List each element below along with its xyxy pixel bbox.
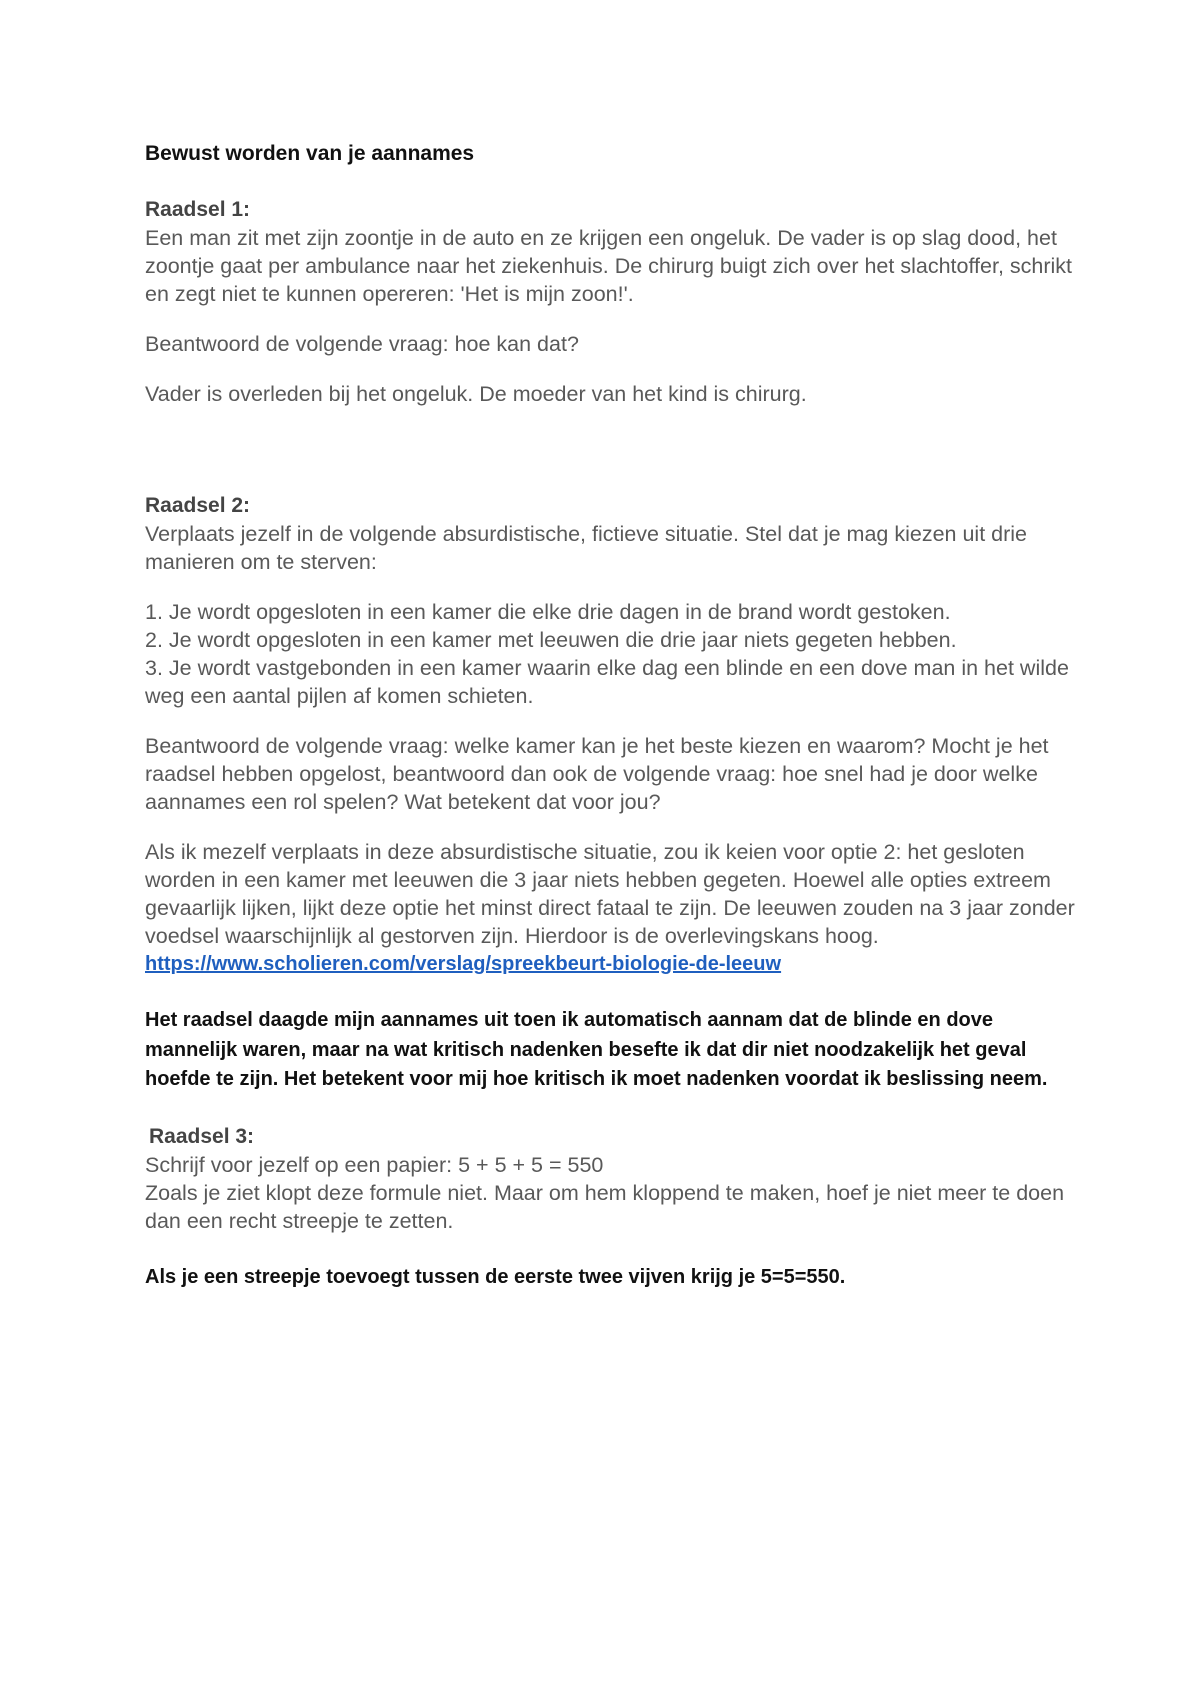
option-item: 2. Je wordt opgesloten in een kamer met leeuwen die drie jaar niets gegeten hebben. — [145, 628, 957, 652]
riddle-1-question: Beantwoord de volgende vraag: hoe kan dat? — [145, 332, 579, 356]
document-title: Bewust worden van je aannames — [145, 142, 475, 165]
riddle-1-section — [145, 196, 1075, 408]
document-body — [145, 140, 1075, 1292]
option-item: 3. Je wordt vastgebonden in een kamer waarin elke dag een blinde en een dove man in het wilde weg een aantal pijlen af komen schieten. — [145, 656, 1069, 708]
riddle-2-intro: Verplaats jezelf in de volgende absurdistische, fictieve situatie. Stel dat je mag kiezen uit drie manieren om te sterven: — [145, 522, 1027, 574]
riddle-1-story: Een man zit met zijn zoontje in de auto en ze krijgen een ongeluk. De vader is op slag dood, het zoontje gaat per ambulance naar het ziekenhuis. De chirurg buigt zich over het slachtoffer, schrikt en zegt niet te kunnen opereren: 'Het is mijn zoon!'. — [145, 226, 1073, 306]
riddle-3-line-2: Zoals je ziet klopt deze formule niet. Maar om hem kloppend te maken, hoef je niet meer te doen dan een recht streepje te zetten. — [145, 1180, 1065, 1233]
riddle-2-question: Beantwoord de volgende vraag: welke kamer kan je het beste kiezen en waarom? Mocht je het raadsel hebben opgelost, beantwoord dan ook de volgende vraag: hoe snel had je door welke aannames een rol spelen? Wat betekent dat voor jou? — [145, 734, 1049, 814]
source-link[interactable]: https://www.scholieren.com/verslag/spreekbeurt-biologie-de-leeuw — [145, 953, 782, 975]
option-item: 1. Je wordt opgesloten in een kamer die elke drie dagen in de brand wordt gestoken. — [145, 600, 951, 624]
riddle-2-answer: Als ik mezelf verplaats in deze absurdistische situatie, zou ik keien voor optie 2: het gesloten worden in een kamer met leeuwen die 3 jaar niets hebben gegeten. Hoewel alle opties extreem gevaarlijk lijken, lijkt deze optie het minst direct fataal te zijn. De leeuwen zouden na 3 jaar zonder voedsel waarschijnlijk al gestorven zijn. Hierdoor is de overlevingskans hoog. — [145, 840, 1075, 948]
riddle-1-answer: Vader is overleden bij het ongeluk. De moeder van het kind is chirurg. — [145, 382, 807, 406]
riddle-2-section — [145, 492, 1075, 1095]
riddle-1-heading: Raadsel 1: — [145, 198, 251, 221]
riddle-2-reflection: Het raadsel daagde mijn aannames uit toen ik automatisch aannam dat de blinde en dove mannelijk waren, maar na wat kritisch nadenken besefte ik dat dir niet noodzakelijk het geval hoefde te zijn. Het betekent voor mij hoe kritisch ik moet nadenken voordat ik beslissing neem. — [145, 1009, 1048, 1090]
riddle-2-heading: Raadsel 2: — [145, 494, 251, 517]
riddle-3-heading: Raadsel 3: — [149, 1124, 255, 1148]
riddle-2-options — [145, 598, 1075, 710]
riddle-3-line-1: Schrijf voor jezelf op een papier: 5 + 5 + 5 = 550 — [145, 1152, 604, 1177]
riddle-3-answer: Als je een streepje toevoegt tussen de eerste twee vijven krijg je 5=5=550. — [145, 1265, 846, 1288]
riddle-3-section — [145, 1123, 1075, 1293]
